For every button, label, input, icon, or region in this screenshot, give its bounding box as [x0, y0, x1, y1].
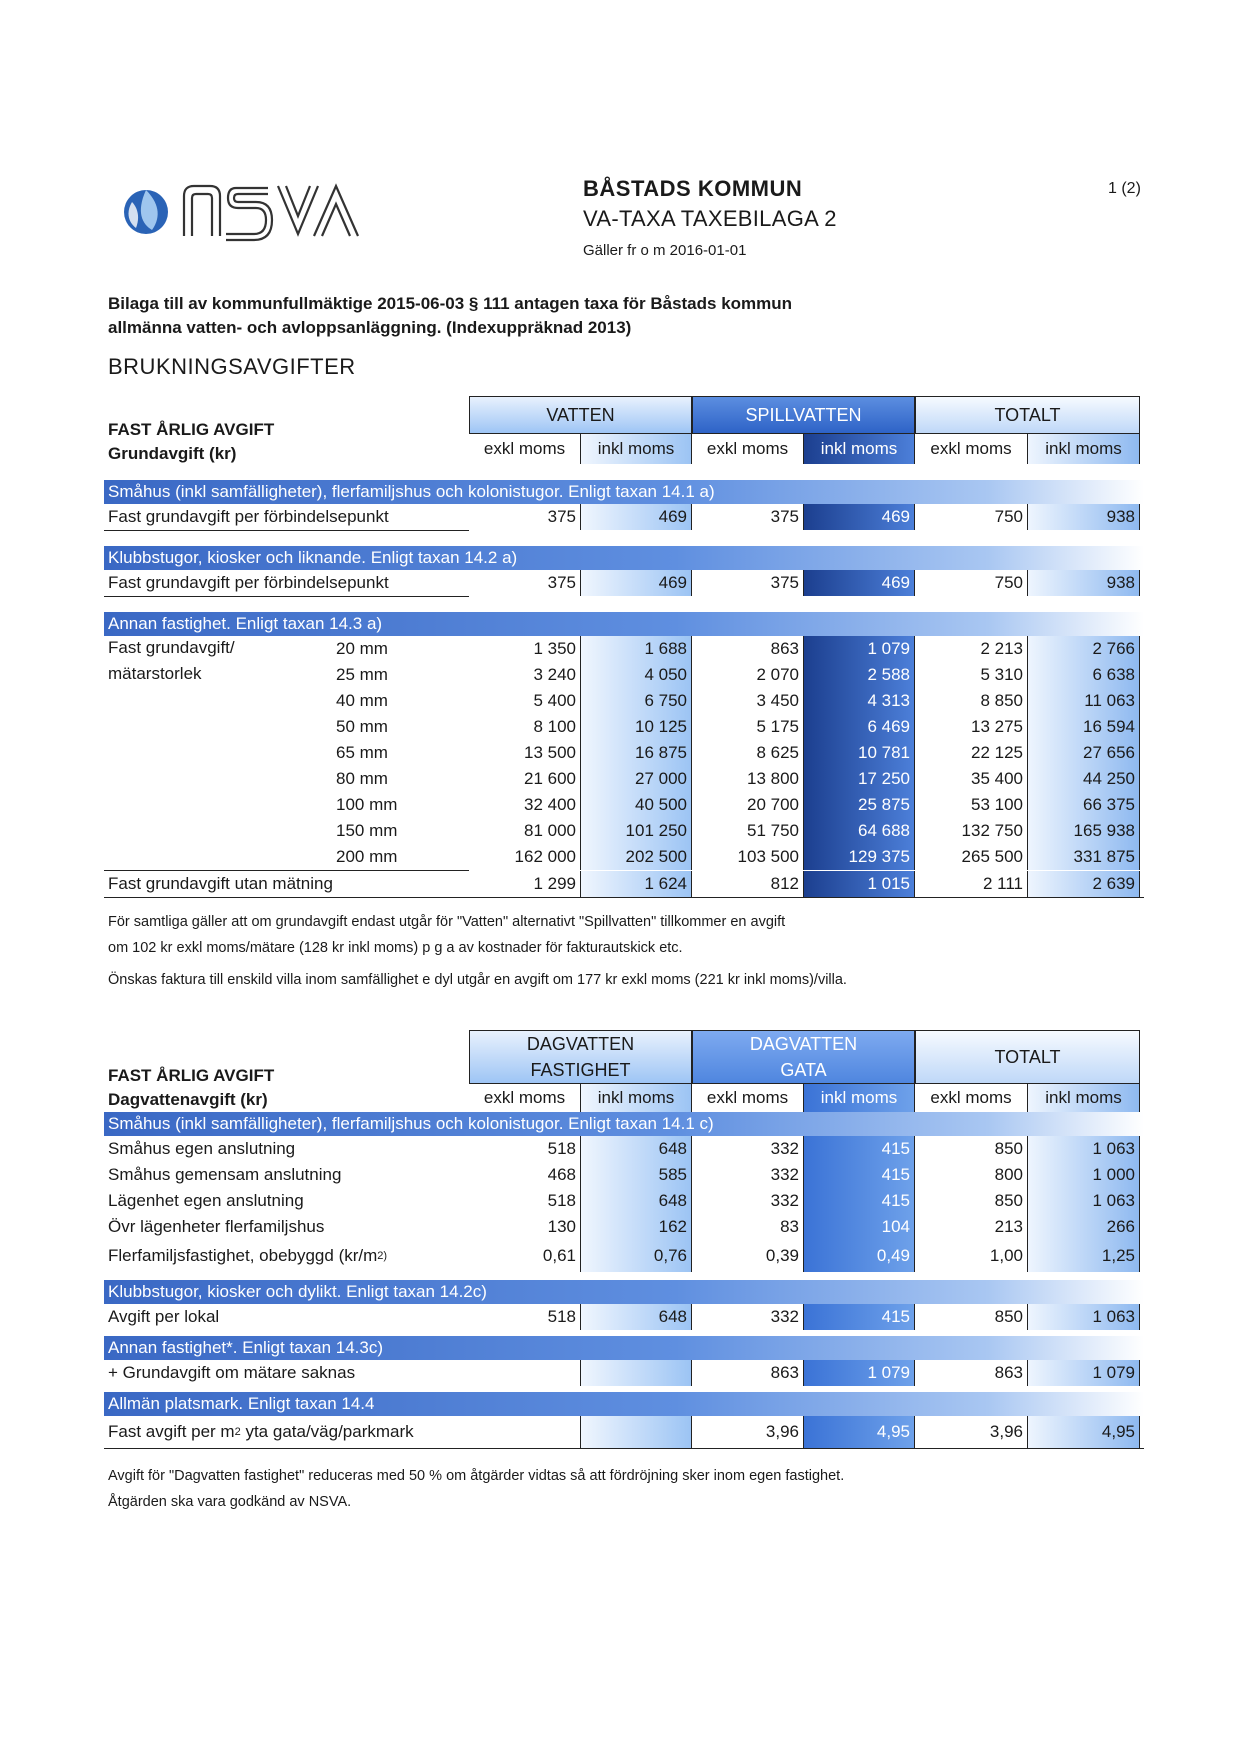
valid-from-date: Gäller fr o m 2016-01-01: [583, 242, 747, 259]
category-band-platsmark: Allmän platsmark. Enligt taxan 14.4: [104, 1392, 1144, 1416]
table-row: [104, 871, 1144, 897]
value-cell: 863: [692, 636, 804, 662]
table2-group-header: [104, 1030, 1144, 1084]
value-cell: 83: [692, 1214, 804, 1240]
value-cell: 469: [804, 504, 915, 530]
group-dagvatten-fastighet: [469, 1030, 692, 1084]
value-cell: 3,96: [915, 1416, 1028, 1448]
table-row: [104, 1360, 1144, 1386]
value-cell: 850: [915, 1136, 1028, 1162]
value-cell: 1 079: [1028, 1360, 1140, 1386]
meter-size: 100 mm: [336, 795, 398, 814]
value-cell: 13 800: [692, 766, 804, 792]
value-cell: 6 750: [581, 688, 692, 714]
row-label: Fast grundavgift utan mätning: [108, 874, 333, 893]
value-cell: 17 250: [804, 766, 915, 792]
row-label: Lägenhet egen anslutning: [108, 1191, 304, 1210]
value-cell: 3 450: [692, 688, 804, 714]
value-cell: 938: [1028, 570, 1140, 596]
value-cell: 162 000: [469, 844, 581, 870]
municipality-title: BÅSTADS KOMMUN: [583, 176, 803, 201]
value-cell: [581, 1416, 692, 1448]
value-cell: 812: [692, 871, 804, 897]
value-cell: 750: [915, 504, 1028, 530]
table-row: [104, 504, 1144, 530]
superscript: 2: [234, 1426, 241, 1438]
table1-heading: FAST ÅRLIG AVGIFT: [108, 420, 275, 439]
value-cell: 938: [1028, 504, 1140, 530]
group-vatten: VATTEN: [469, 396, 692, 434]
table-row: [104, 636, 1144, 662]
value-cell: 2 766: [1028, 636, 1140, 662]
value-cell: 1 350: [469, 636, 581, 662]
value-cell: 1 688: [581, 636, 692, 662]
value-cell: 5 310: [915, 662, 1028, 688]
table1-subheading: Grundavgift (kr): [108, 444, 237, 463]
sub-exkl-moms: exkl moms: [469, 434, 581, 464]
value-cell: 863: [692, 1360, 804, 1386]
group-line: DAGVATTEN: [749, 1034, 858, 1054]
value-cell: 5 400: [469, 688, 581, 714]
value-cell: 375: [469, 570, 581, 596]
meter-size: 80 mm: [336, 769, 388, 788]
value-cell: 4 050: [581, 662, 692, 688]
value-cell: 32 400: [469, 792, 581, 818]
group-totalt: TOTALT: [915, 1030, 1140, 1084]
meter-size: 25 mm: [336, 665, 388, 684]
value-cell: 51 750: [692, 818, 804, 844]
value-cell: 10 125: [581, 714, 692, 740]
value-cell: 0,49: [804, 1240, 915, 1272]
value-cell: 13 275: [915, 714, 1028, 740]
value-cell: 265 500: [915, 844, 1028, 870]
value-cell: 1 624: [581, 871, 692, 897]
category-band-klubbstugor: Klubbstugor, kiosker och liknande. Enligt taxan 14.2 a): [104, 546, 1144, 570]
value-cell: 415: [804, 1136, 915, 1162]
value-cell: 66 375: [1028, 792, 1140, 818]
row-label: Småhus egen anslutning: [108, 1139, 296, 1158]
row-label: Fast grundavgift per förbindelsepunkt: [108, 507, 389, 526]
value-cell: 213: [915, 1214, 1028, 1240]
meter-size: 40 mm: [336, 691, 388, 710]
value-cell: 162: [581, 1214, 692, 1240]
value-cell: 53 100: [915, 792, 1028, 818]
value-cell: 132 750: [915, 818, 1028, 844]
value-cell: 1 063: [1028, 1304, 1140, 1330]
value-cell: 35 400: [915, 766, 1028, 792]
table-row: [104, 662, 1144, 688]
value-cell: 2 070: [692, 662, 804, 688]
value-cell: 22 125: [915, 740, 1028, 766]
group-line: GATA: [780, 1060, 827, 1080]
table-row: [104, 688, 1144, 714]
document-subtitle: VA-TAXA TAXEBILAGA 2: [583, 206, 837, 231]
meter-size: 150 mm: [336, 821, 398, 840]
value-cell: 331 875: [1028, 844, 1140, 870]
table-bottom-line: [104, 897, 1144, 898]
value-cell: 1,25: [1028, 1240, 1140, 1272]
value-cell: 27 656: [1028, 740, 1140, 766]
value-cell: 1 299: [469, 871, 581, 897]
value-cell: [469, 1360, 581, 1386]
value-cell: 27 000: [581, 766, 692, 792]
value-cell: 20 700: [692, 792, 804, 818]
value-cell: 585: [581, 1162, 692, 1188]
sub-exkl-moms: exkl moms: [915, 434, 1028, 464]
note-line: Önskas faktura till enskild villa inom samfällighet e dyl utgår en avgift om 177 kr exkl moms (221 kr inkl moms)/villa.: [108, 972, 847, 988]
table-row: [104, 766, 1144, 792]
value-cell: 375: [469, 504, 581, 530]
value-cell: 332: [692, 1304, 804, 1330]
table-row: [104, 1240, 1144, 1272]
sub-inkl-moms: inkl moms: [581, 1084, 692, 1112]
sub-inkl-moms: inkl moms: [1028, 1084, 1140, 1112]
value-cell: 2 213: [915, 636, 1028, 662]
table-bottom-line: [104, 1448, 1144, 1449]
value-cell: 3,96: [692, 1416, 804, 1448]
row-label: Småhus gemensam anslutning: [108, 1165, 342, 1184]
value-cell: 4,95: [1028, 1416, 1140, 1448]
value-cell: 1,00: [915, 1240, 1028, 1272]
note-line: För samtliga gäller att om grundavgift endast utgår för "Vatten" alternativt "Spillvatten" tillkommer en avgift: [108, 914, 786, 930]
value-cell: 129 375: [804, 844, 915, 870]
value-cell: 4 313: [804, 688, 915, 714]
table2-subheading: Dagvattenavgift (kr): [108, 1090, 268, 1109]
value-cell: 0,39: [692, 1240, 804, 1272]
table-row: [104, 1188, 1144, 1214]
value-cell: 16 594: [1028, 714, 1140, 740]
page-number: 1 (2): [1108, 180, 1141, 197]
value-cell: 850: [915, 1188, 1028, 1214]
value-cell: 469: [804, 570, 915, 596]
value-cell: 266: [1028, 1214, 1140, 1240]
group-spillvatten: SPILLVATTEN: [692, 396, 915, 434]
row-label: [104, 1416, 469, 1448]
table-row: [104, 1304, 1144, 1330]
row-label-text: Flerfamiljsfastighet, obebyggd (kr/m: [108, 1246, 378, 1265]
value-cell: 518: [469, 1304, 581, 1330]
table-row: [104, 818, 1144, 844]
value-cell: 0,61: [469, 1240, 581, 1272]
value-cell: 0,76: [581, 1240, 692, 1272]
value-cell: 750: [915, 570, 1028, 596]
value-cell: 375: [692, 570, 804, 596]
table-row: [104, 792, 1144, 818]
sub-inkl-moms: inkl moms: [581, 434, 692, 464]
value-cell: 81 000: [469, 818, 581, 844]
table-row: [104, 844, 1144, 870]
category-band-smahus: Småhus (inkl samfälligheter), flerfamiljshus och kolonistugor. Enligt taxan 14.1 a): [104, 480, 1144, 504]
meter-size: 50 mm: [336, 717, 388, 736]
value-cell: 468: [469, 1162, 581, 1188]
value-cell: 202 500: [581, 844, 692, 870]
note-line: Avgift för "Dagvatten fastighet" reduceras med 50 % om åtgärder vidtas så att fördröjning sker inom egen fastighet.: [108, 1468, 845, 1484]
note-line: om 102 kr exkl moms/mätare (128 kr inkl moms) p g a av kostnader för fakturautskick etc.: [108, 940, 683, 956]
row-label-text: Fast avgift per m: [108, 1422, 235, 1441]
value-cell: 518: [469, 1136, 581, 1162]
value-cell: 40 500: [581, 792, 692, 818]
table1-group-header: [104, 396, 1144, 434]
meter-label: Fast grundavgift/: [108, 638, 235, 657]
meter-size: 200 mm: [336, 847, 398, 866]
value-cell: 11 063: [1028, 688, 1140, 714]
group-line: DAGVATTEN: [526, 1034, 635, 1054]
sub-exkl-moms: exkl moms: [469, 1084, 581, 1112]
value-cell: 1 063: [1028, 1188, 1140, 1214]
value-cell: 648: [581, 1188, 692, 1214]
value-cell: 16 875: [581, 740, 692, 766]
table-row: [104, 1416, 1144, 1448]
group-line: FASTIGHET: [530, 1060, 631, 1080]
sub-inkl-moms: inkl moms: [804, 1084, 915, 1112]
value-cell: 165 938: [1028, 818, 1140, 844]
section-title: BRUKNINGSAVGIFTER: [108, 354, 356, 379]
intro-line-2: allmänna vatten- och avloppsanläggning. (Indexuppräknad 2013): [108, 318, 632, 337]
value-cell: [581, 1360, 692, 1386]
value-cell: 648: [581, 1304, 692, 1330]
value-cell: 130: [469, 1214, 581, 1240]
group-totalt: TOTALT: [915, 396, 1140, 434]
table-row: [104, 570, 1144, 596]
value-cell: 8 625: [692, 740, 804, 766]
value-cell: 103 500: [692, 844, 804, 870]
value-cell: 850: [915, 1304, 1028, 1330]
sub-inkl-moms: inkl moms: [1028, 434, 1140, 464]
value-cell: 800: [915, 1162, 1028, 1188]
table-row: [104, 1214, 1144, 1240]
value-cell: 13 500: [469, 740, 581, 766]
value-cell: 415: [804, 1162, 915, 1188]
row-divider: [104, 530, 469, 531]
row-label: Fast grundavgift per förbindelsepunkt: [108, 573, 389, 592]
value-cell: 4,95: [804, 1416, 915, 1448]
value-cell: 1 079: [804, 636, 915, 662]
value-cell: 415: [804, 1304, 915, 1330]
sub-inkl-moms: inkl moms: [804, 434, 915, 464]
value-cell: 25 875: [804, 792, 915, 818]
row-label: Övr lägenheter flerfamiljshus: [108, 1217, 325, 1236]
value-cell: 104: [804, 1214, 915, 1240]
value-cell: 3 240: [469, 662, 581, 688]
value-cell: 5 175: [692, 714, 804, 740]
value-cell: 2 111: [915, 871, 1028, 897]
category-band-annan: Annan fastighet*. Enligt taxan 14.3c): [104, 1336, 1144, 1360]
meter-size: 65 mm: [336, 743, 388, 762]
value-cell: 6 469: [804, 714, 915, 740]
table2-sub-header: [104, 1084, 1144, 1112]
meter-size: 20 mm: [336, 639, 388, 658]
value-cell: 10 781: [804, 740, 915, 766]
group-dagvatten-gata: [692, 1030, 915, 1084]
value-cell: 375: [692, 504, 804, 530]
sub-exkl-moms: exkl moms: [915, 1084, 1028, 1112]
value-cell: 44 250: [1028, 766, 1140, 792]
value-cell: 2 588: [804, 662, 915, 688]
value-cell: 1 015: [804, 871, 915, 897]
value-cell: 1 079: [804, 1360, 915, 1386]
value-cell: 2 639: [1028, 871, 1140, 897]
table-row: [104, 714, 1144, 740]
value-cell: 1 063: [1028, 1136, 1140, 1162]
value-cell: 332: [692, 1136, 804, 1162]
value-cell: 1 000: [1028, 1162, 1140, 1188]
value-cell: 6 638: [1028, 662, 1140, 688]
value-cell: 332: [692, 1162, 804, 1188]
sub-exkl-moms: exkl moms: [692, 434, 804, 464]
nsva-logo: [118, 172, 378, 242]
table-row: [104, 1162, 1144, 1188]
footnote-superscript: 2): [377, 1250, 388, 1262]
value-cell: 8 850: [915, 688, 1028, 714]
category-band-annan: Annan fastighet. Enligt taxan 14.3 a): [104, 612, 1144, 636]
value-cell: 64 688: [804, 818, 915, 844]
value-cell: 648: [581, 1136, 692, 1162]
value-cell: 469: [581, 570, 692, 596]
row-divider: [104, 596, 469, 597]
value-cell: 332: [692, 1188, 804, 1214]
value-cell: 863: [915, 1360, 1028, 1386]
value-cell: 469: [581, 504, 692, 530]
category-band-klubbstugor: Klubbstugor, kiosker och dylikt. Enligt taxan 14.2c): [104, 1280, 1144, 1304]
note-line: Åtgärden ska vara godkänd av NSVA.: [108, 1494, 352, 1510]
table2-heading: FAST ÅRLIG AVGIFT: [108, 1066, 275, 1085]
sub-exkl-moms: exkl moms: [692, 1084, 804, 1112]
table-row: [104, 740, 1144, 766]
row-label-text: yta gata/väg/parkmark: [240, 1422, 414, 1441]
value-cell: 21 600: [469, 766, 581, 792]
value-cell: 8 100: [469, 714, 581, 740]
row-label: [104, 1240, 469, 1272]
intro-line-1: Bilaga till av kommunfullmäktige 2015-06-03 § 111 antagen taxa för Båstads kommun: [108, 294, 793, 313]
table-row: [104, 1136, 1144, 1162]
value-cell: 415: [804, 1188, 915, 1214]
value-cell: [469, 1416, 581, 1448]
value-cell: 101 250: [581, 818, 692, 844]
meter-label: mätarstorlek: [108, 664, 202, 683]
row-label: + Grundavgift om mätare saknas: [108, 1363, 356, 1382]
table1-sub-header: [104, 434, 1144, 464]
row-label: Avgift per lokal: [108, 1307, 220, 1326]
value-cell: 518: [469, 1188, 581, 1214]
category-band-smahus: Småhus (inkl samfälligheter), flerfamiljshus och kolonistugor. Enligt taxan 14.1 c): [104, 1112, 1144, 1136]
